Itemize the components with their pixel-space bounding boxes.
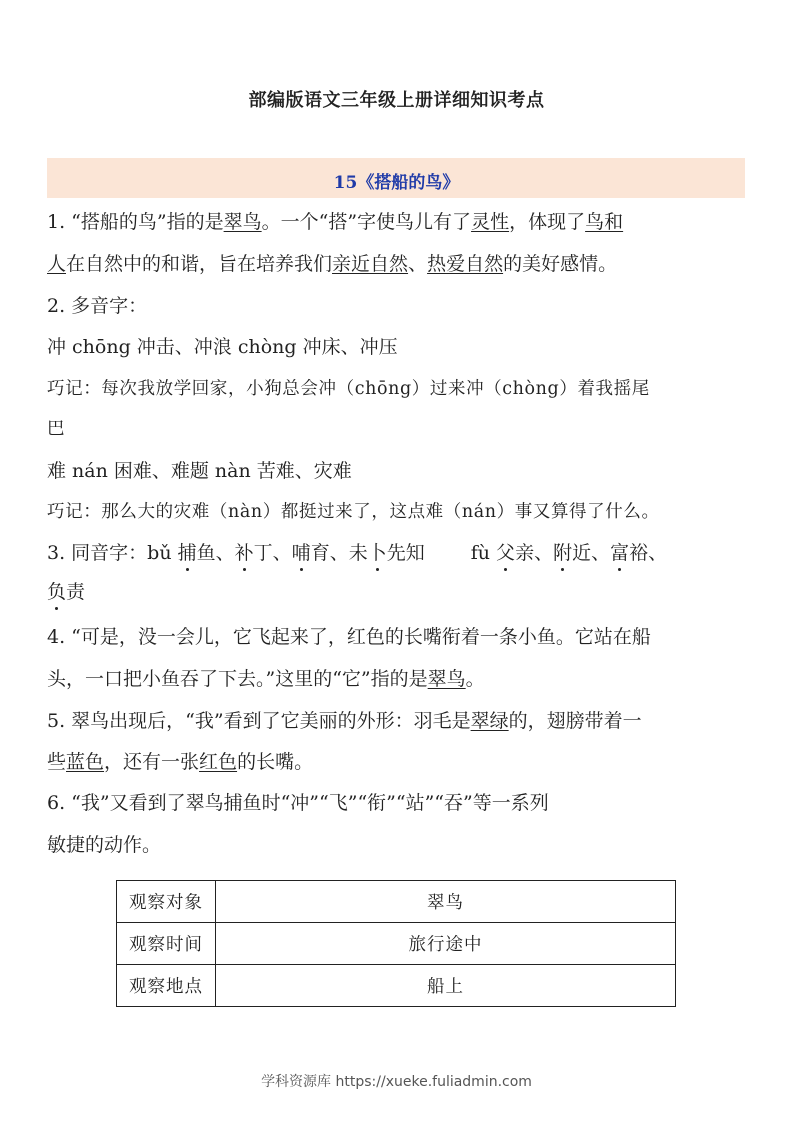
memory-tip-1: 巧记：每次我放学回家，小狗总会冲（chōng）过来冲（chòng）着我摇尾 bbox=[47, 379, 650, 399]
text: fù bbox=[470, 542, 497, 564]
polyphone-row-chong: 冲 chōng 冲击、冲浪 chòng 冲床、冲压 bbox=[47, 336, 398, 358]
underlined-answer: 翠鸟 bbox=[427, 668, 466, 690]
text: 亲、 bbox=[515, 542, 554, 564]
text: 头，一口把小鱼吞了下去。”这里的“它”指的是 bbox=[47, 668, 428, 690]
dotted-char: 富 bbox=[610, 542, 630, 564]
point-1-line-2 bbox=[47, 251, 747, 277]
table-row bbox=[117, 923, 676, 965]
text: 的美好感情。 bbox=[503, 253, 618, 275]
text: 些 bbox=[47, 751, 67, 773]
underlined-answer: 蓝色 bbox=[66, 751, 105, 773]
text: 的长嘴。 bbox=[237, 751, 314, 773]
text: 裕、 bbox=[629, 542, 668, 564]
point-4-line-1: 4. “可是，没一会儿，它飞起来了，红色的长嘴衔着一条小鱼。它站在船 bbox=[47, 626, 651, 648]
text: 丁、 bbox=[253, 542, 292, 564]
dotted-char: 哺 bbox=[291, 542, 311, 564]
text: 1. “搭船的鸟”指的是 bbox=[47, 211, 224, 233]
underlined-answer: 人 bbox=[47, 253, 67, 275]
dotted-char: 卜 bbox=[367, 542, 387, 564]
section-title: 15《搭船的鸟》 bbox=[333, 173, 460, 193]
point-6-line-2: 敏捷的动作。 bbox=[47, 834, 162, 856]
dotted-char: 负 bbox=[47, 581, 67, 603]
text: 、 bbox=[408, 253, 428, 275]
table-row bbox=[117, 965, 676, 1007]
table-row bbox=[117, 881, 676, 923]
dotted-char: 捕 bbox=[177, 542, 197, 564]
text: 。 bbox=[465, 668, 485, 690]
underlined-answer: 热爱自然 bbox=[427, 253, 504, 275]
text: 鱼、 bbox=[196, 542, 235, 564]
table-key-cell: 观察对象 bbox=[117, 881, 216, 923]
text: 育、未 bbox=[310, 542, 368, 564]
text: 的，翅膀带着一 bbox=[508, 710, 642, 732]
table-value-cell: 翠鸟 bbox=[216, 881, 676, 923]
text: 责 bbox=[66, 581, 86, 603]
footer-watermark: 学科资源库 https://xueke.fuliadmin.com bbox=[261, 1074, 532, 1090]
polyphone-row-nan: 难 nán 困难、难题 nàn 苦难、灾难 bbox=[47, 460, 352, 482]
table-value-cell: 旅行途中 bbox=[216, 923, 676, 965]
text: 在自然中的和谐，旨在培养我们 bbox=[66, 253, 333, 275]
text: 近、 bbox=[572, 542, 611, 564]
dotted-char: 补 bbox=[234, 542, 254, 564]
underlined-answer: 翠鸟 bbox=[223, 211, 262, 233]
point-4-line-2 bbox=[47, 666, 747, 692]
text: 。一个“搭”字使鸟儿有了 bbox=[261, 211, 472, 233]
table-key-cell: 观察时间 bbox=[117, 923, 216, 965]
document-title: 部编版语文三年级上册详细知识考点 bbox=[248, 90, 545, 111]
point-2-heading: 2. 多音字： bbox=[47, 295, 148, 317]
point-5-line-1 bbox=[47, 708, 747, 734]
text: ，体现了 bbox=[509, 211, 586, 233]
table-key-cell: 观察地点 bbox=[117, 965, 216, 1007]
underlined-answer: 红色 bbox=[199, 751, 238, 773]
table-value-cell: 船上 bbox=[216, 965, 676, 1007]
memory-tip-1-cont: 巴 bbox=[47, 419, 66, 439]
point-6-line-1: 6. “我”又看到了翠鸟捕鱼时“冲”“飞”“衔”“站”“吞”等一系列 bbox=[47, 792, 549, 814]
text: ，还有一张 bbox=[104, 751, 200, 773]
underlined-answer: 翠绿 bbox=[470, 710, 509, 732]
point-1-line-1 bbox=[47, 209, 747, 235]
point-3-line-2 bbox=[47, 579, 747, 605]
point-5-line-2 bbox=[47, 749, 747, 775]
underlined-answer: 亲近自然 bbox=[332, 253, 409, 275]
point-3-line-1 bbox=[47, 540, 747, 566]
text: 先知 bbox=[386, 542, 425, 564]
dotted-char: 附 bbox=[553, 542, 573, 564]
observation-table bbox=[116, 880, 676, 1007]
memory-tip-2: 巧记：那么大的灾难（nàn）都挺过来了，这点难（nán）事又算得了什么。 bbox=[47, 502, 660, 522]
text: 3. 同音字：bǔ bbox=[47, 542, 178, 564]
underlined-answer: 灵性 bbox=[471, 211, 510, 233]
underlined-answer: 鸟和 bbox=[585, 211, 624, 233]
text: 5. 翠鸟出现后，“我”看到了它美丽的外形：羽毛是 bbox=[47, 710, 471, 732]
dotted-char: 父 bbox=[496, 542, 516, 564]
